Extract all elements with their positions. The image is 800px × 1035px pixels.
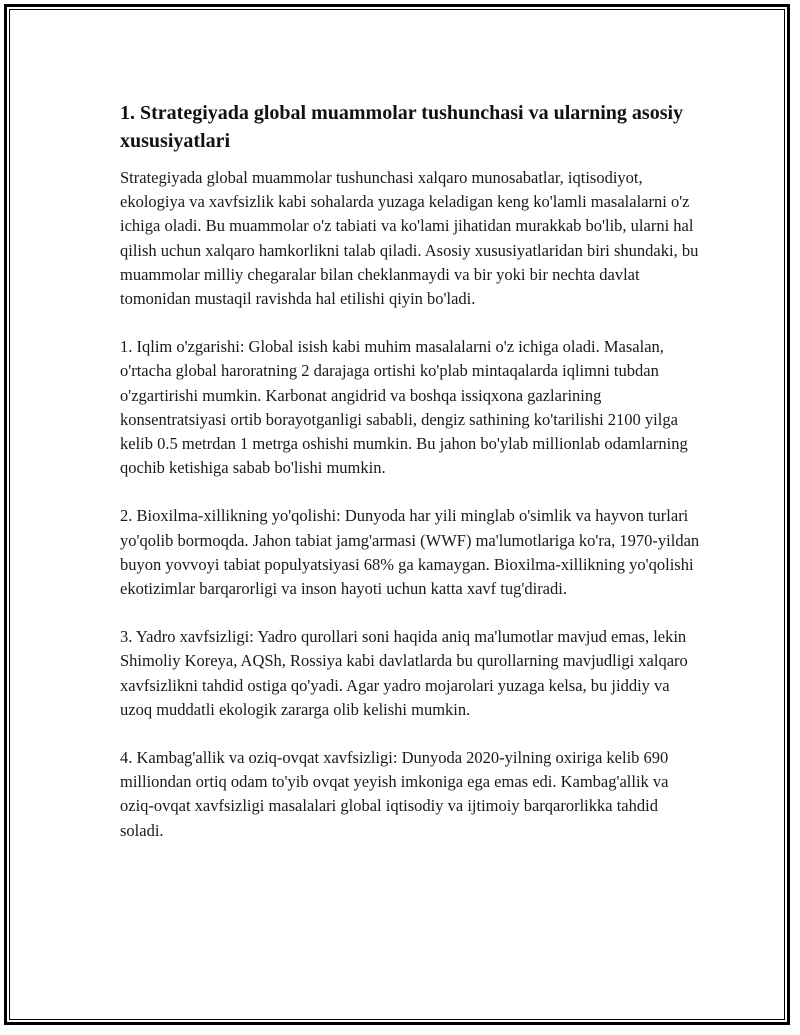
poverty-food-security-paragraph: 4. Kambag'allik va oziq-ovqat xavfsizligi: Dunyoda 2020-yilning oxiriga kelib 690 milliondan ortiq odam to'yib ovqat yeyish imkoniga ega emas edi. Kambag'allik va oziq-ovqat xavfsizligi masalalari global iqtisodiy va ijtimoiy barqarorlikka tahdid soladi.: [120, 748, 669, 840]
document-body: [120, 99, 700, 867]
intro-paragraph: Strategiyada global muammolar tushunchasi xalqaro munosabatlar, iqtisodiyot, ekologiya va xavfsizlik kabi sohalarda yuzaga keladigan keng ko'lamli masalalarni o'z ichiga oladi. Bu muammolar o'z tabiati va ko'lami jihatidan murakkab bo'lib, ularni hal qilish uchun xalqaro hamkorlikni talab qiladi. Asosiy xususiyatlaridan biri shundaki, bu muammolar milliy chegaralar bilan cheklanmaydi va bir yoki bir nechta davlat tomonidan mustaqil ravishda hal etilishi qiyin bo'ladi.: [120, 168, 699, 309]
nuclear-security-paragraph: 3. Yadro xavfsizligi: Yadro qurollari soni haqida aniq ma'lumotlar mavjud emas, lekin Shimoliy Koreya, AQSh, Rossiya kabi davlatlarda bu qurollarning mavjudligi xalqaro xavfsizlikni tahdid ostiga qo'yadi. Agar yadro mojarolari yuzaga kelsa, bu jiddiy va uzoq muddatli ekologik zararga olib kelishi mumkin.: [120, 627, 688, 719]
page-frame: [4, 4, 790, 1025]
section-heading: 1. Strategiyada global muammolar tushunchasi va ularning asosiy xususiyatlari: [120, 102, 684, 152]
biodiversity-paragraph: 2. Bioxilma-xillikning yo'qolishi: Dunyoda har yili minglab o'simlik va hayvon turlari yo'qolib bormoqda. Jahon tabiat jamg'armasi (WWF) ma'lumotlariga ko'ra, 1970-yildan buyon yovvoyi tabiat populyatsiyasi 68% ga kamaygan. Bioxilma-xillikning yo'qolishi ekotizimlar barqarorligi va inson hayoti uchun katta xavf tug'diradi.: [120, 506, 700, 599]
climate-change-paragraph: 1. Iqlim o'zgarishi: Global isish kabi muhim masalalarni o'z ichiga oladi. Masalan, o'rtacha global haroratning 2 darajaga ortishi ko'plab mintaqalarda iqlimni tubdan o'zgartirishi mumkin. Karbonat angidrid va boshqa issiqxona gazlarining konsentratsiyasi ortib borayotganligi sababli, dengiz sathining ko'tarilishi 2100 yilga kelib 0.5 metrdan 1 metrga oshishi mumkin. Bu jahon bo'ylab millionlab odamlarning qochib ketishiga sabab bo'lishi mumkin.: [120, 337, 688, 478]
